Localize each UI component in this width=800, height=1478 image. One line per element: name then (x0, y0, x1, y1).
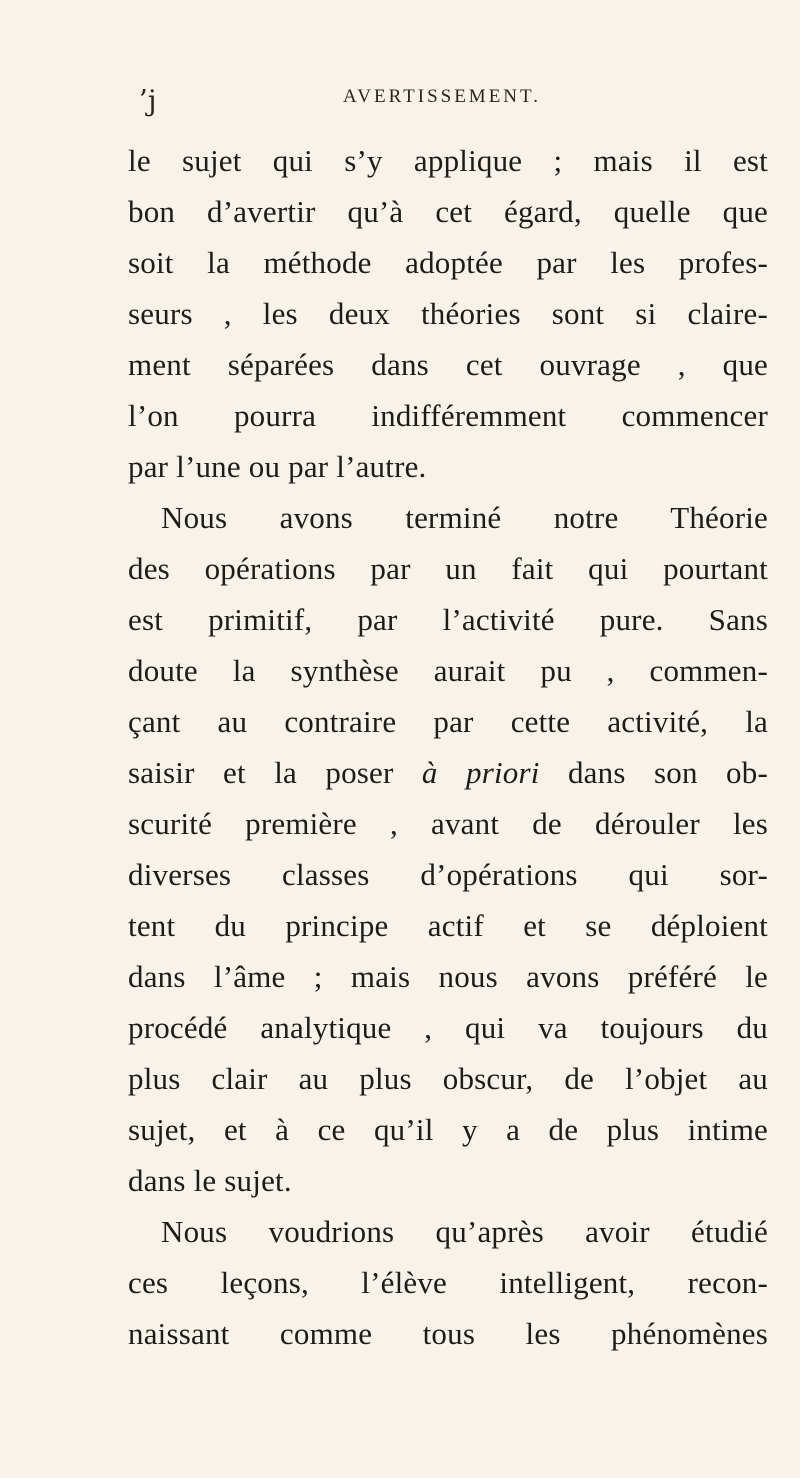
text-line-with-italic (128, 747, 768, 798)
text-line: dans l’âme ; mais nous avons préféré le (128, 959, 768, 994)
text-line: plus clair au plus obscur, de l’objet au (128, 1061, 768, 1096)
text-segment: saisir et la poser (128, 755, 422, 790)
page-number: ʼj (138, 84, 158, 117)
text-line: par l’une ou par l’autre. (128, 449, 427, 484)
text-line: scurité première , avant de dérouler les (128, 806, 768, 841)
text-line: doute la synthèse aurait pu , commen- (128, 653, 768, 688)
text-line: sujet, et à ce qu’il y a de plus intime (128, 1112, 768, 1147)
text-line: Nous voudrions qu’après avoir étudié (161, 1214, 768, 1249)
text-line: bon d’avertir qu’à cet égard, quelle que (128, 194, 768, 229)
text-line: Nous avons terminé notre Théorie (161, 500, 768, 535)
text-line: soit la méthode adoptée par les profes- (128, 245, 768, 280)
text-line: ces leçons, l’élève intelligent, recon- (128, 1265, 768, 1300)
text-line: dans le sujet. (128, 1163, 292, 1198)
text-line: çant au contraire par cette activité, la (128, 704, 768, 739)
text-line: diverses classes d’opérations qui sor- (128, 857, 768, 892)
italic-phrase: à priori (421, 755, 540, 790)
text-line: procédé analytique , qui va toujours du (128, 1010, 768, 1045)
text-line: naissant comme tous les phénomènes (128, 1316, 768, 1351)
text-line: l’on pourra indifféremment commencer (128, 398, 768, 433)
running-title: AVERTISSEMENT. (343, 86, 541, 107)
text-line: tent du principe actif et se déploient (128, 908, 768, 943)
body-text (128, 135, 768, 1359)
running-header (128, 84, 558, 117)
text-line: est primitif, par l’activité pure. Sans (128, 602, 768, 637)
text-line: ment séparées dans cet ouvrage , que (128, 347, 768, 382)
text-line: le sujet qui s’y applique ; mais il est (128, 143, 768, 178)
text-line: des opérations par un fait qui pourtant (128, 551, 768, 586)
text-line: seurs , les deux théories sont si claire- (128, 296, 768, 331)
text-segment: dans son ob- (539, 755, 768, 790)
